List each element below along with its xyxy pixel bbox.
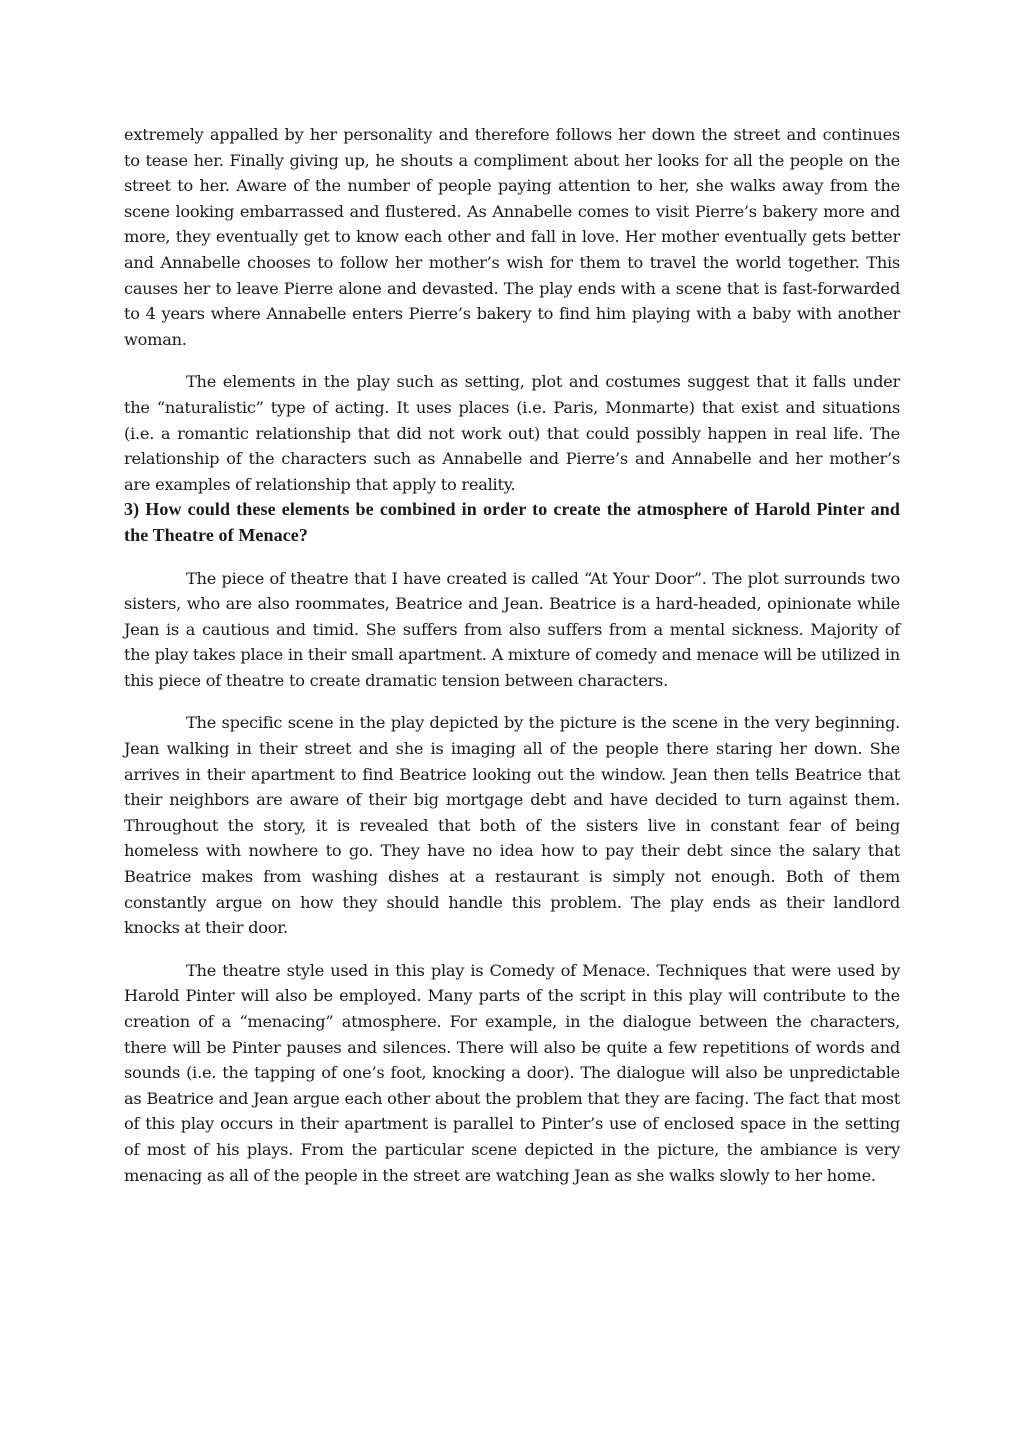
paragraph-at-your-door: The piece of theatre that I have created is called “At Your Door”. The plot surrounds two sisters, who are also roommates, Beatrice and Jean. Beatrice is a hard-headed, opinionate while Jean is a cautious and timid. She suffers from also suffers from a mental sickness. Majority of the play takes place in their small apartment. A mixture of comedy and menace will be utilized in this piece of theatre to create dramatic tension between characters.	[124, 568, 900, 690]
section-heading: 3) How could these elements be combined in order to create the atmosphere of Harold Pinter and the Theatre of Menace?	[124, 499, 900, 545]
paragraph-specific-scene: The specific scene in the play depicted by the picture is the scene in the very beginning. Jean walking in their street and she is imaging all of the people there staring her down. She arrives in their apartment to find Beatrice looking out the window. Jean then tells Beatrice that their neighbors are aware of their big mortgage debt and have decided to turn against them. Throughout the story, it is revealed that both of the sisters live in constant fear of being homeless with nowhere to go. They have no idea how to pay their debt since the salary that Beatrice makes from washing dishes at a restaurant is simply not enough. Both of them constantly argue on how they should handle this problem. The play ends as their landlord knocks at their door.	[124, 713, 900, 938]
paragraph-naturalistic: The elements in the play such as setting, plot and costumes suggest that it falls under the “naturalistic” type of acting. It uses places (i.e. Paris, Monmarte) that exist and situations (i.e. a romantic relationship that did not work out) that could possibly happen in real life. The relationship of the characters such as Annabelle and Pierre’s and Annabelle and her mother’s are examples of relationship that apply to reality.	[124, 372, 900, 494]
document-page	[124, 122, 900, 1188]
paragraph-comedy-of-menace: The theatre style used in this play is Comedy of Menace. Techniques that were used by Harold Pinter will also be employed. Many parts of the script in this play will contribute to the creation of a “menacing” atmosphere. For example, in the dialogue between the characters, there will be Pinter pauses and silences. There will also be quite a few repetitions of words and sounds (i.e. the tapping of one’s foot, knocking a door). The dialogue will also be unpredictable as Beatrice and Jean argue each other about the problem that they are facing. The fact that most of this play occurs in their apartment is parallel to Pinter’s use of enclosed space in the setting of most of his plays. From the particular scene depicted in the picture, the ambiance is very menacing as all of the people in the street are watching Jean as she walks slowly to her home.	[124, 960, 900, 1185]
paragraph-continuation: extremely appalled by her personality and therefore follows her down the street and continues to tease her. Finally giving up, he shouts a compliment about her looks for all the people on the street to her. Aware of the number of people paying attention to her, she walks away from the scene looking embarrassed and flustered. As Annabelle comes to visit Pierre’s bakery more and more, they eventually get to know each other and fall in love. Her mother eventually gets better and Annabelle chooses to follow her mother’s wish for them to travel the world together. This causes her to leave Pierre alone and devasted. The play ends with a scene that is fast-forwarded to 4 years where Annabelle enters Pierre’s bakery to find him playing with a baby with another woman.	[124, 125, 900, 349]
